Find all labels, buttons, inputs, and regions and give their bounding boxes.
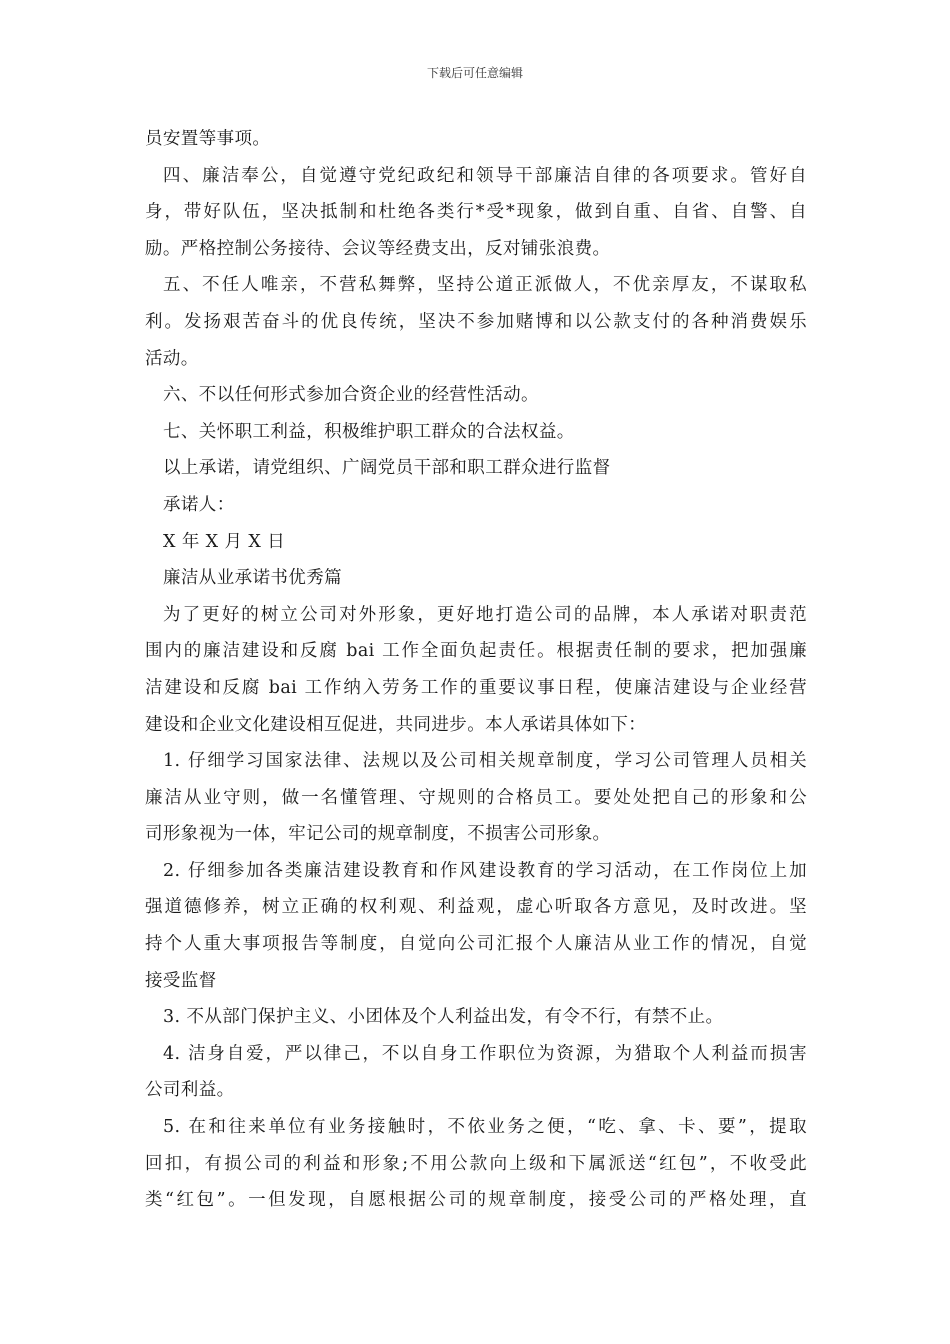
text-line: 为了更好的树立公司对外形象，更好地打造公司的品牌，本人承诺对职责范 [163, 604, 807, 625]
text-line: 强道德修养，树立正确的权利观、利益观，虚心听取各方意见，及时改进。坚 [145, 897, 807, 918]
text-line: 承诺人： [163, 494, 235, 515]
text-line: 3. 不从部门保护主义、小团体及个人利益出发，有令不行，有禁不止。 [163, 1007, 724, 1028]
text-line: 建设和企业文化建设相互促进，共同进步。本人承诺具体如下： [145, 714, 647, 735]
text-line: 员安置等事项。 [145, 129, 271, 149]
text-line: 利。发扬艰苦奋斗的优良传统，坚决不参加赌博和以公款支付的各种消费娱乐 [145, 311, 807, 332]
text-line: 廉洁从业承诺书优秀篇 [163, 568, 342, 589]
text-line: 廉洁从业守则，做一名懂管理、守规则的合格员工。要处处把自己的形象和公 [145, 787, 807, 808]
text-line: 七、关怀职工利益，积极维护职工群众的合法权益。 [163, 421, 575, 442]
text-line: 四、廉洁奉公，自觉遵守党纪政纪和领导干部廉洁自律的各项要求。管好自 [163, 165, 807, 186]
text-line: 六、不以任何形式参加合资企业的经营性活动。 [163, 385, 539, 406]
text-line: 持个人重大事项报告等制度，自觉向公司汇报个人廉洁从业工作的情况，自觉 [145, 934, 807, 955]
text-line: 接受监督 [145, 970, 217, 991]
text-line: 公司利益。 [145, 1080, 235, 1101]
text-line: 励。严格控制公务接待、会议等经费支出，反对铺张浪费。 [145, 238, 611, 259]
text-line: 回扣，有损公司的利益和形象;不用公款向上级和下属派送“红包”，不收受此 [145, 1153, 807, 1174]
text-line: 围内的廉洁建设和反腐 bai 工作全面负起责任。根据责任制的要求，把加强廉 [145, 641, 807, 662]
text-line: 以上承诺，请党组织、广阔党员干部和职工群众进行监督 [163, 458, 611, 479]
text-line: X 年 X 月 X 日 [163, 531, 286, 552]
text-line: 4. 洁身自爱，严以律己，不以自身工作职位为资源，为猎取个人利益而损害 [163, 1043, 807, 1064]
text-line: 身，带好队伍，坚决抵制和杜绝各类行*受*现象，做到自重、自省、自警、自 [145, 202, 807, 223]
page-header: 下载后可任意编辑 [426, 66, 523, 80]
text-line: 类“红包”。一但发现，自愿根据公司的规章制度，接受公司的严格处理，直 [145, 1190, 807, 1211]
text-line: 活动。 [145, 348, 199, 369]
text-line: 1. 仔细学习国家法律、法规以及公司相关规章制度，学习公司管理人员相关 [163, 751, 807, 772]
text-line: 洁建设和反腐 bai 工作纳入劳务工作的重要议事日程，使廉洁建设与企业经营 [145, 677, 807, 698]
text-line: 5. 在和往来单位有业务接触时，不依业务之便，“吃、拿、卡、要”，提取 [163, 1117, 807, 1138]
text-line: 五、不任人唯亲，不营私舞弊，坚持公道正派做人，不优亲厚友，不谋取私 [163, 275, 807, 296]
text-line: 2. 仔细参加各类廉洁建设教育和作风建设教育的学习活动，在工作岗位上加 [163, 860, 807, 881]
document-body [145, 121, 807, 1219]
text-line: 司形象视为一体，牢记公司的规章制度，不损害公司形象。 [145, 824, 611, 845]
